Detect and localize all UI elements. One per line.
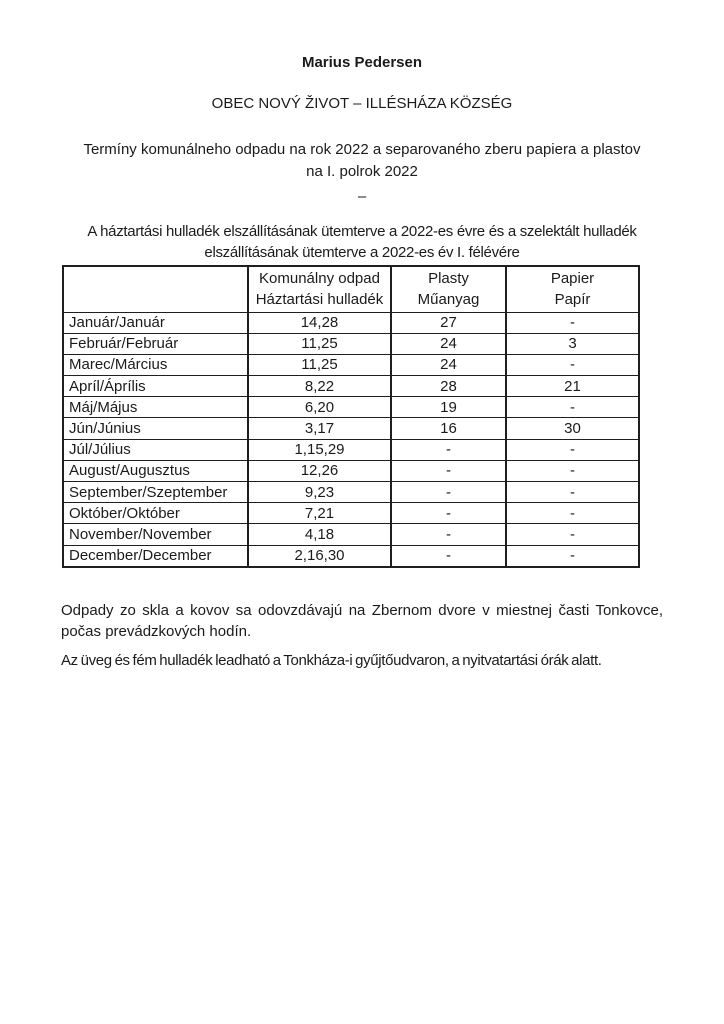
table-row: [63, 524, 639, 545]
month-cell: September/Szeptember: [63, 482, 248, 503]
table-row: [63, 397, 639, 418]
month-cell: December/December: [63, 545, 248, 567]
schedule-table-body: [63, 312, 639, 567]
month-cell: Január/Január: [63, 312, 248, 333]
plasty-cell: -: [391, 460, 506, 481]
plasty-cell: 19: [391, 397, 506, 418]
plasty-cell: 24: [391, 354, 506, 375]
table-row: [63, 333, 639, 354]
komunalny-odpad-cell: 12,26: [248, 460, 391, 481]
company-title: Marius Pedersen: [301, 54, 423, 71]
komunalny-odpad-cell: 1,15,29: [248, 439, 391, 460]
waste-schedule-table: [62, 265, 640, 568]
table-row: [63, 503, 639, 524]
komunalny-odpad-cell: 9,23: [248, 482, 391, 503]
month-cell: November/November: [63, 524, 248, 545]
papier-cell: -: [506, 312, 639, 333]
papier-cell: -: [506, 439, 639, 460]
schedule-title-sk-line2: na I. polrok 2022: [306, 163, 418, 180]
title-separator-dash: –: [357, 188, 367, 205]
header-cell-line: Papier: [550, 270, 595, 288]
note-glass-metal-sk-line2: počas prevádzkových hodín.: [61, 623, 252, 640]
schedule-title-sk-line1: Termíny komunálneho odpadu na rok 2022 a separovaného zberu papiera a plastov: [83, 141, 641, 158]
municipality-title: OBEC NOVÝ ŽIVOT – ILLÉSHÁZA KÖZSÉG: [211, 95, 513, 112]
papier-cell: -: [506, 482, 639, 503]
plasty-cell: -: [391, 524, 506, 545]
papier-cell: -: [506, 354, 639, 375]
komunalny-odpad-cell: 11,25: [248, 333, 391, 354]
table-row: [63, 354, 639, 375]
header-cell-papier: [506, 266, 639, 312]
plasty-cell: 27: [391, 312, 506, 333]
papier-cell: 21: [506, 376, 639, 397]
plasty-cell: -: [391, 545, 506, 567]
month-cell: Apríl/Áprílis: [63, 376, 248, 397]
plasty-cell: 16: [391, 418, 506, 439]
komunalny-odpad-cell: 7,21: [248, 503, 391, 524]
komunalny-odpad-cell: 4,18: [248, 524, 391, 545]
table-row: [63, 482, 639, 503]
month-cell: Február/Február: [63, 333, 248, 354]
table-row: [63, 418, 639, 439]
header-cell-line: Háztartási hulladék: [255, 291, 384, 309]
header-cell-line: Műanyag: [417, 291, 480, 309]
header-cell-komunalny-odpad: [248, 266, 391, 312]
month-cell: Október/Október: [63, 503, 248, 524]
note-glass-metal-sk-line1: Odpady zo skla a kovov sa odovzdávajú na Zbernom dvore v miestnej časti Tonkovce,: [61, 602, 663, 619]
table-row: [63, 439, 639, 460]
table-row: [63, 545, 639, 567]
month-cell: Marec/Március: [63, 354, 248, 375]
plasty-cell: 28: [391, 376, 506, 397]
komunalny-odpad-cell: 14,28: [248, 312, 391, 333]
plasty-cell: -: [391, 503, 506, 524]
month-cell: Máj/Május: [63, 397, 248, 418]
papier-cell: -: [506, 460, 639, 481]
schedule-title-sk: [61, 139, 663, 183]
header-cell-month: [63, 266, 248, 312]
komunalny-odpad-cell: 8,22: [248, 376, 391, 397]
table-row: [63, 460, 639, 481]
papier-cell: -: [506, 503, 639, 524]
note-glass-metal-sk: [61, 600, 663, 642]
plasty-cell: -: [391, 439, 506, 460]
month-cell: Jún/Június: [63, 418, 248, 439]
header-cell-line: Plasty: [428, 270, 469, 288]
komunalny-odpad-cell: 11,25: [248, 354, 391, 375]
schedule-title-hu: [61, 221, 663, 263]
header-cell-line: Komunálny odpad: [259, 270, 380, 288]
month-cell: August/Augusztus: [63, 460, 248, 481]
papier-cell: -: [506, 545, 639, 567]
papier-cell: 3: [506, 333, 639, 354]
papier-cell: 30: [506, 418, 639, 439]
table-row: [63, 312, 639, 333]
table-row: [63, 376, 639, 397]
komunalny-odpad-cell: 3,17: [248, 418, 391, 439]
note-glass-metal-hu: Az üveg és fém hulladék leadható a Tonkháza-i gyűjtőudvaron, a nyitvatartási órák alatt.: [61, 652, 602, 669]
header-cell-line: Papír: [554, 291, 591, 309]
header-cell-plasty: [391, 266, 506, 312]
schedule-title-hu-line1: A háztartási hulladék elszállításának ütemterve a 2022-es évre és a szelektált hulladék: [87, 223, 637, 240]
papier-cell: -: [506, 524, 639, 545]
plasty-cell: 24: [391, 333, 506, 354]
komunalny-odpad-cell: 6,20: [248, 397, 391, 418]
month-cell: Júl/Július: [63, 439, 248, 460]
papier-cell: -: [506, 397, 639, 418]
table-header-row: [63, 266, 639, 312]
komunalny-odpad-cell: 2,16,30: [248, 545, 391, 567]
plasty-cell: -: [391, 482, 506, 503]
schedule-title-hu-line2: elszállításának ütemterve a 2022-es év I. félévére: [204, 244, 520, 261]
